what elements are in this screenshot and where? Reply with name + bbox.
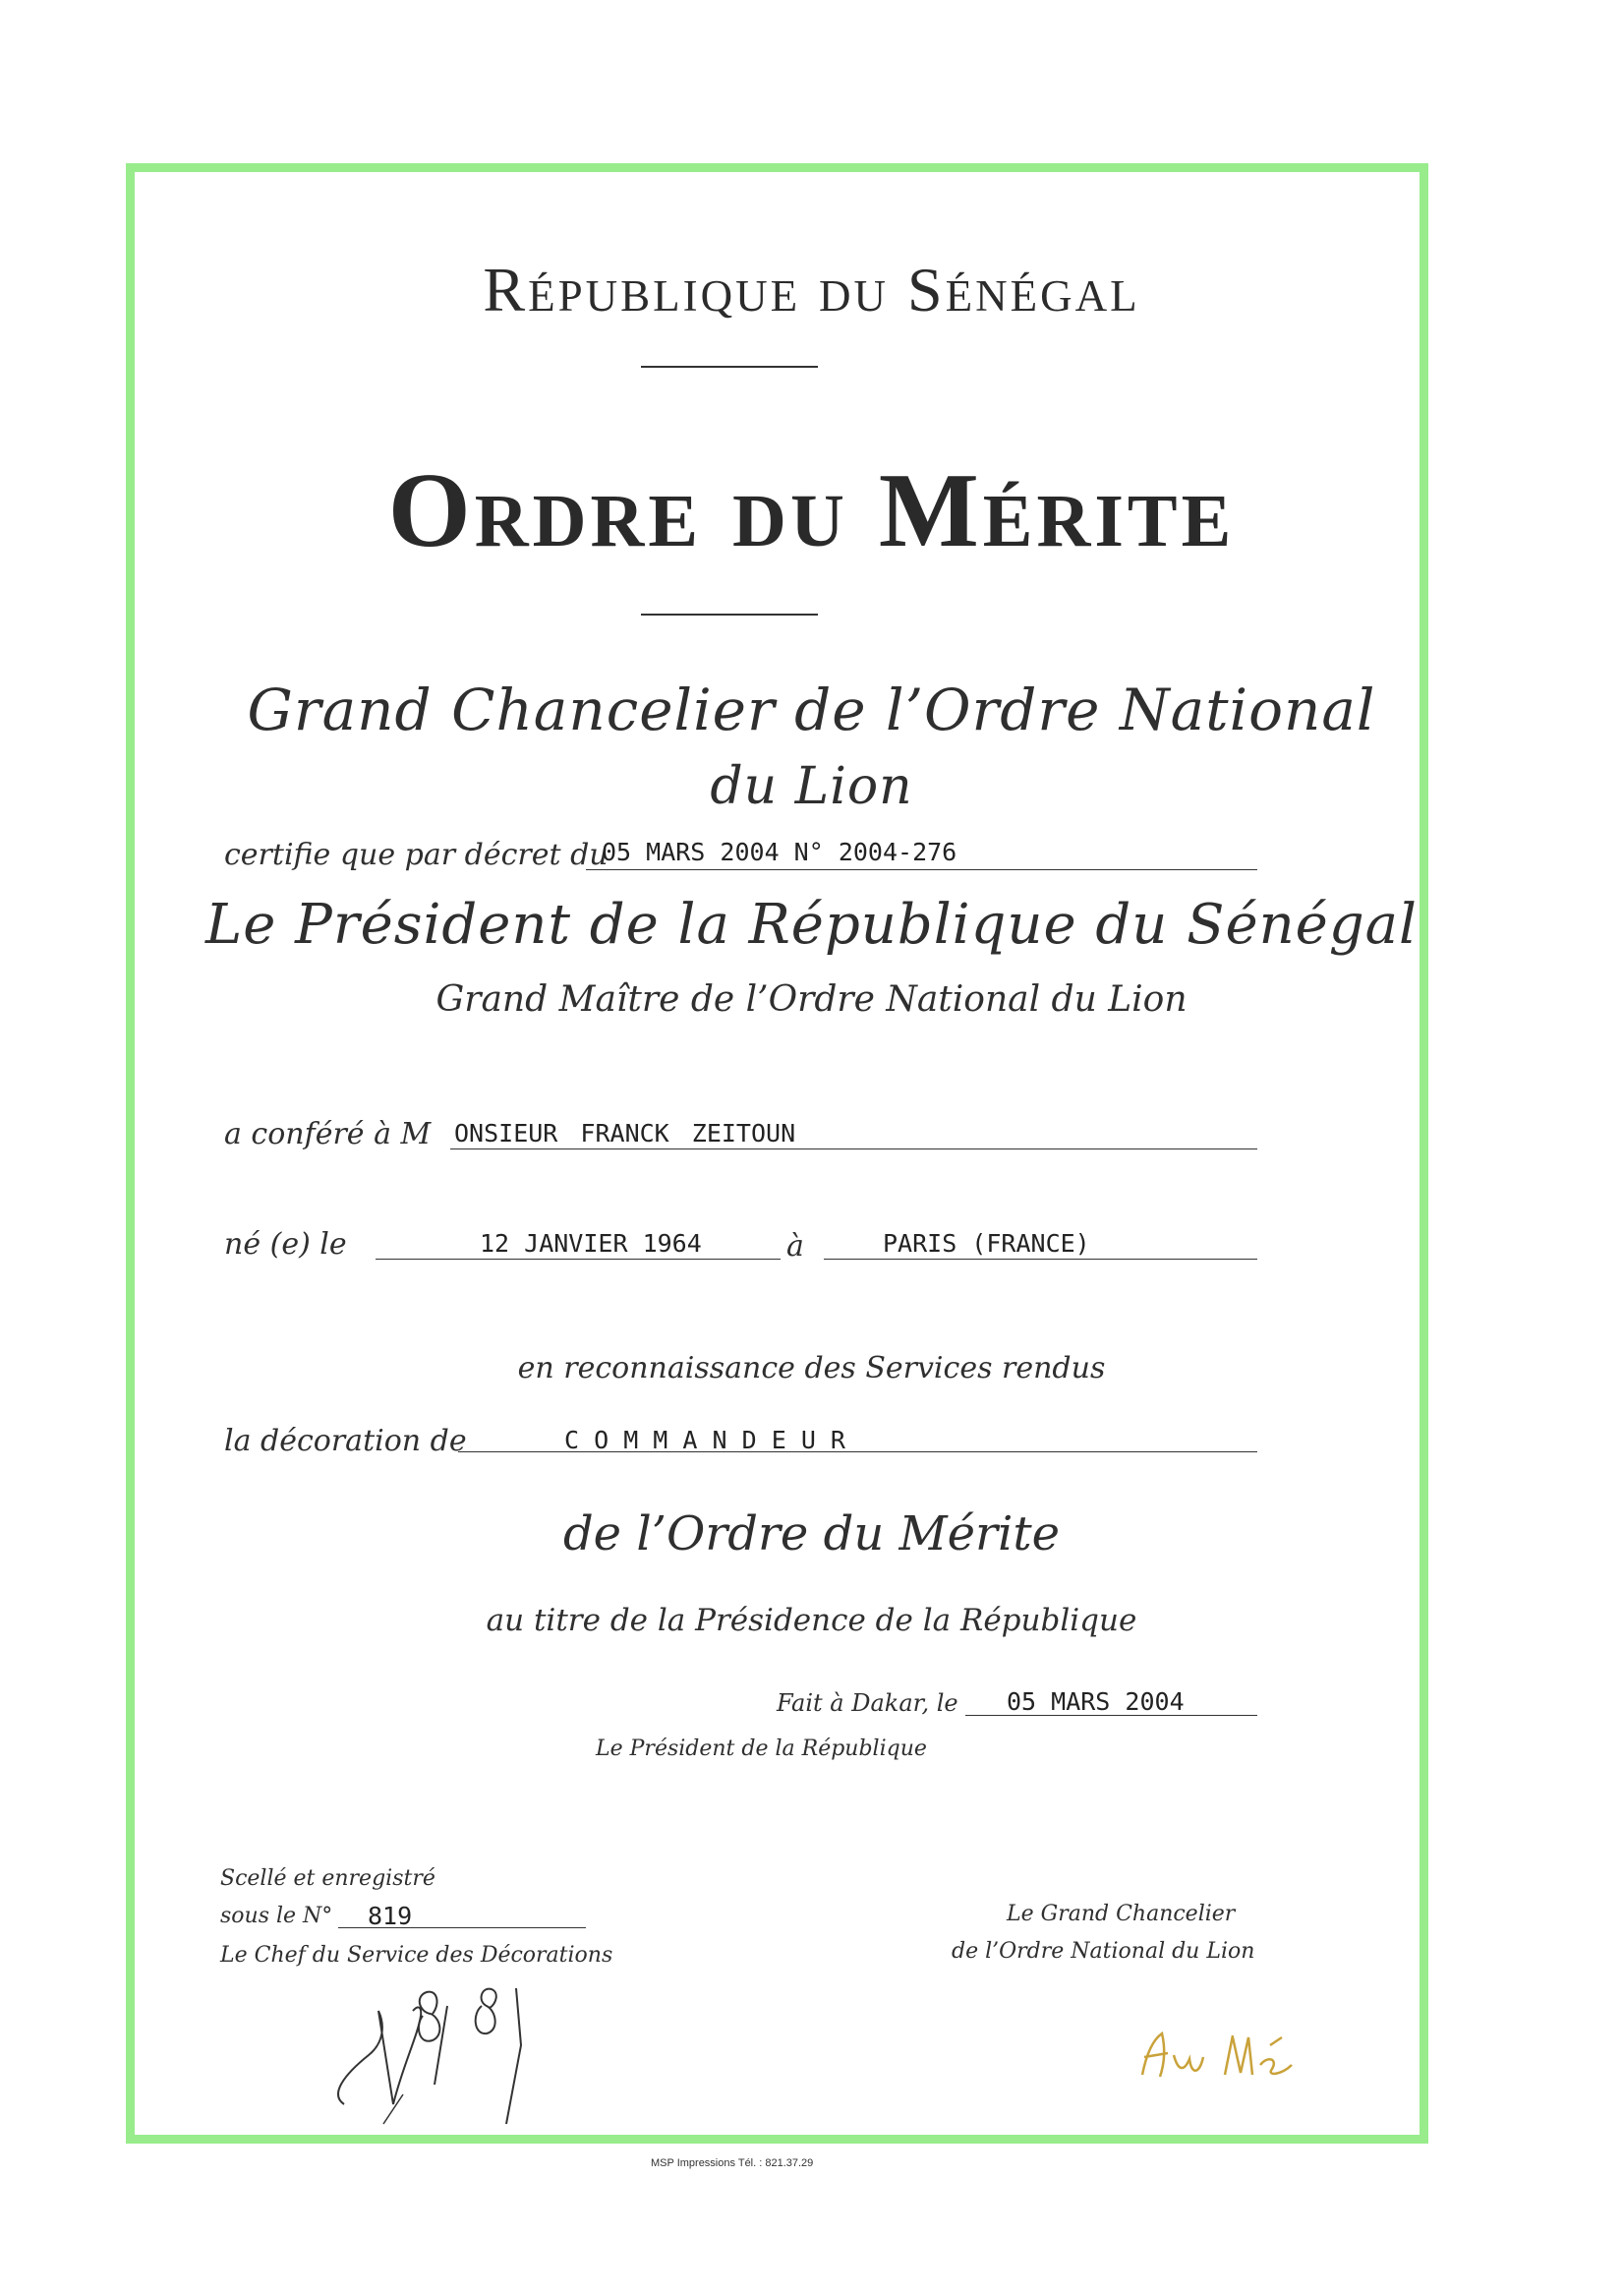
au-titre-line: au titre de la Présidence de la République	[486, 1603, 1137, 1638]
ordre-du-merite-line: de l’Ordre du Mérite	[562, 1506, 1061, 1561]
chef-service-line: Le Chef du Service des Décorations	[220, 1943, 613, 1968]
certifie-label: certifie que par décret du	[224, 838, 609, 872]
confere-label: a conféré à M	[224, 1117, 432, 1151]
birth-date-line	[376, 1259, 781, 1260]
decree-line	[586, 869, 1257, 870]
decree-value: 05 MARS 2004 N° 2004-276	[602, 838, 957, 866]
heading-divider-top	[641, 366, 818, 368]
grand-chancelier-signature	[1134, 2016, 1311, 2094]
grand-maitre-line: Grand Maître de l’Ordre National du Lion	[435, 979, 1188, 1020]
president-sign-label: Le Président de la République	[596, 1737, 927, 1761]
a-label: à	[786, 1229, 804, 1264]
chef-service-signature	[324, 1986, 551, 2134]
ne-label: né (e) le	[224, 1227, 347, 1262]
fait-date-value: 05 MARS 2004	[1007, 1687, 1185, 1716]
chancelier-line1: Le Grand Chancelier	[1007, 1902, 1236, 1926]
grand-chancelier-line2: du Lion	[710, 757, 913, 816]
republic-heading: République du Sénégal	[483, 255, 1140, 324]
printer-footer: MSP Impressions Tél. : 821.37.29	[651, 2157, 814, 2169]
registry-number: 819	[368, 1902, 413, 1930]
fait-label: Fait à Dakar, le	[777, 1689, 958, 1717]
birth-place-line	[824, 1259, 1257, 1260]
birth-place-value: PARIS (FRANCE)	[883, 1229, 1090, 1258]
sous-label: sous le N°	[220, 1904, 333, 1928]
heading-divider-bottom	[641, 614, 818, 616]
scelle-line: Scellé et enregistré	[220, 1866, 435, 1891]
chancelier-line2: de l’Ordre National du Lion	[952, 1939, 1255, 1964]
grand-chancelier-line1: Grand Chancelier de l’Ordre National	[247, 677, 1376, 743]
reconnaissance-line: en reconnaissance des Services rendus	[517, 1351, 1106, 1385]
decoration-value: C O M M A N D E U R	[564, 1426, 845, 1454]
recipient-value: ONSIEUR FRANCK ZEITOUN	[454, 1119, 796, 1148]
birth-date-value: 12 JANVIER 1964	[480, 1229, 702, 1258]
recipient-line	[450, 1148, 1257, 1149]
decoration-label: la décoration de	[224, 1424, 467, 1458]
order-title: Ordre du Mérite	[387, 452, 1236, 569]
president-line: Le Président de la République du Sénégal	[205, 893, 1418, 957]
